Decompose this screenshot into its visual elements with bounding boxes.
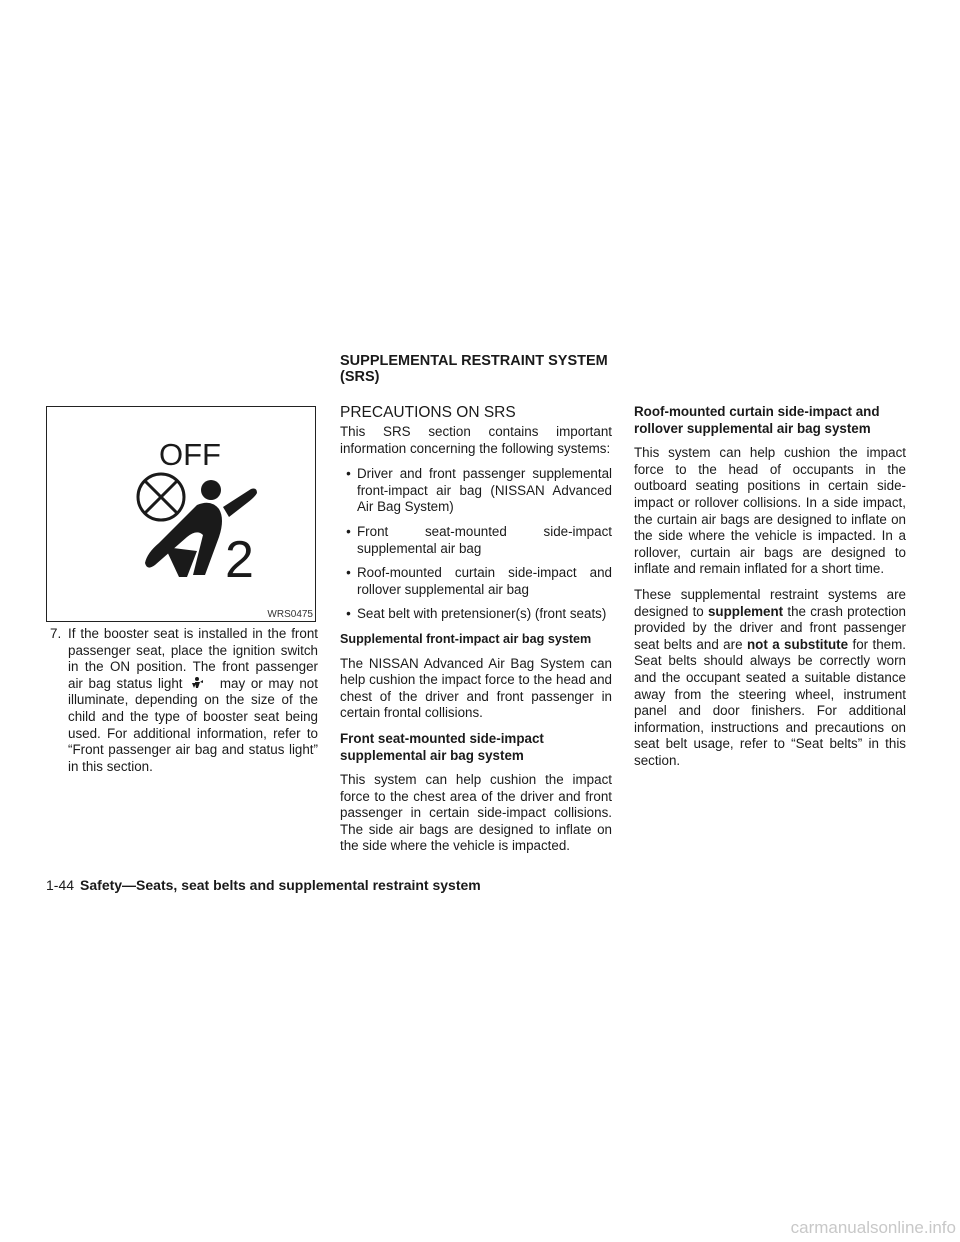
supplement-text-c: the crash protection provided by the driver and front passenger seat belts and are [634,603,906,652]
side-impact-paragraph: This system can help cushion the impact force to the chest area of the driver and front passenger in certain side-impact collisions. The side air bags are designed to inflate on the side where the vehicle is impacted. [340,772,612,854]
item-number: 7. [50,626,62,641]
off-label: OFF [159,437,221,472]
footer-title: Safety—Seats, seat belts and supplemental restraint system [80,877,481,893]
page-number: 1-44 [46,877,75,893]
curtain-subhead: Roof-mounted curtain side-impact and rollover supplemental air bag system [634,404,880,436]
column-middle [340,404,612,864]
srs-intro: This SRS section contains important information concerning the following systems: [340,424,612,456]
passenger-airbag-status-icon [188,676,214,690]
systems-list [340,466,612,623]
column-left [46,406,318,775]
supplement-emphasis: supplement [707,603,784,619]
bullet: • [346,565,351,581]
seat-number: 2 [225,531,254,589]
front-impact-paragraph: The NISSAN Advanced Air Bag System can help cushion the impact force to the head and chest of the driver and front passenger in certain frontal collisions. [340,655,612,721]
airbag-off-icon [47,407,317,623]
curtain-paragraph: This system can help cushion the impact force to the head of occupants in the outboard seating positions in certain side-impact or rollover collisions. In a side impact, the curtain air bags are designed to inflate on the side where the vehicle is impacted. In a rollover, curtain air bags are designed to inflate and remain inflated for a short time. [634,445,906,577]
list-item-text: Roof-mounted curtain side-impact and rollover supplemental air bag [357,565,612,597]
item-text-after: may or may not illuminate, depending on the size of the child and the type of booster seat being used. For additional information, refer to “Front passenger air bag and status light” in this section. [68,675,318,774]
watermark: carmanualsonline.info [790,1218,956,1237]
list-item [340,524,612,557]
bullet: • [346,523,351,539]
numbered-item-7 [46,626,318,775]
precautions-heading: PRECAUTIONS ON SRS [340,404,516,421]
side-impact-subhead: Front seat-mounted side-impact supplemental air bag system [340,730,544,763]
item-text-before: If the booster seat is installed in the front passenger seat, place the ignition switch in the ON position. The front passenger air bag status light [68,626,318,691]
supplement-paragraph [634,587,906,770]
bullet: • [346,466,351,482]
front-impact-subhead: Supplemental front-impact air bag system [340,631,592,646]
list-item-text: Driver and front passenger supplemental front-impact air bag (NISSAN Advanced Air Bag System) [357,466,612,515]
airbag-off-figure [46,406,316,622]
list-item [340,565,612,598]
bullet: • [346,606,351,622]
supplement-text-a: These supplemental restraint systems are designed to [634,586,906,619]
section-title: SUPPLEMENTAL RESTRAINT SYSTEM (SRS) [340,353,608,385]
list-item-text: Front seat-mounted side-impact supplemental air bag [357,523,612,556]
list-item [340,606,612,623]
figure-code: WRS0475 [267,609,313,620]
not-substitute-emphasis: not a substitute [746,636,849,652]
item-text [68,626,318,775]
list-item [340,466,612,516]
page-footer [46,877,481,893]
column-right [634,404,906,778]
supplement-text-e: for them. Seat belts should always be correctly worn and the occupant seated a suitable distance away from the steering wheel, instrument panel and door finishers. For additional information, instructions and precautions on seat belt usage, refer to “Seat belts” in this section. [634,636,906,768]
list-item-text: Seat belt with pretensioner(s) (front seats) [357,606,607,622]
